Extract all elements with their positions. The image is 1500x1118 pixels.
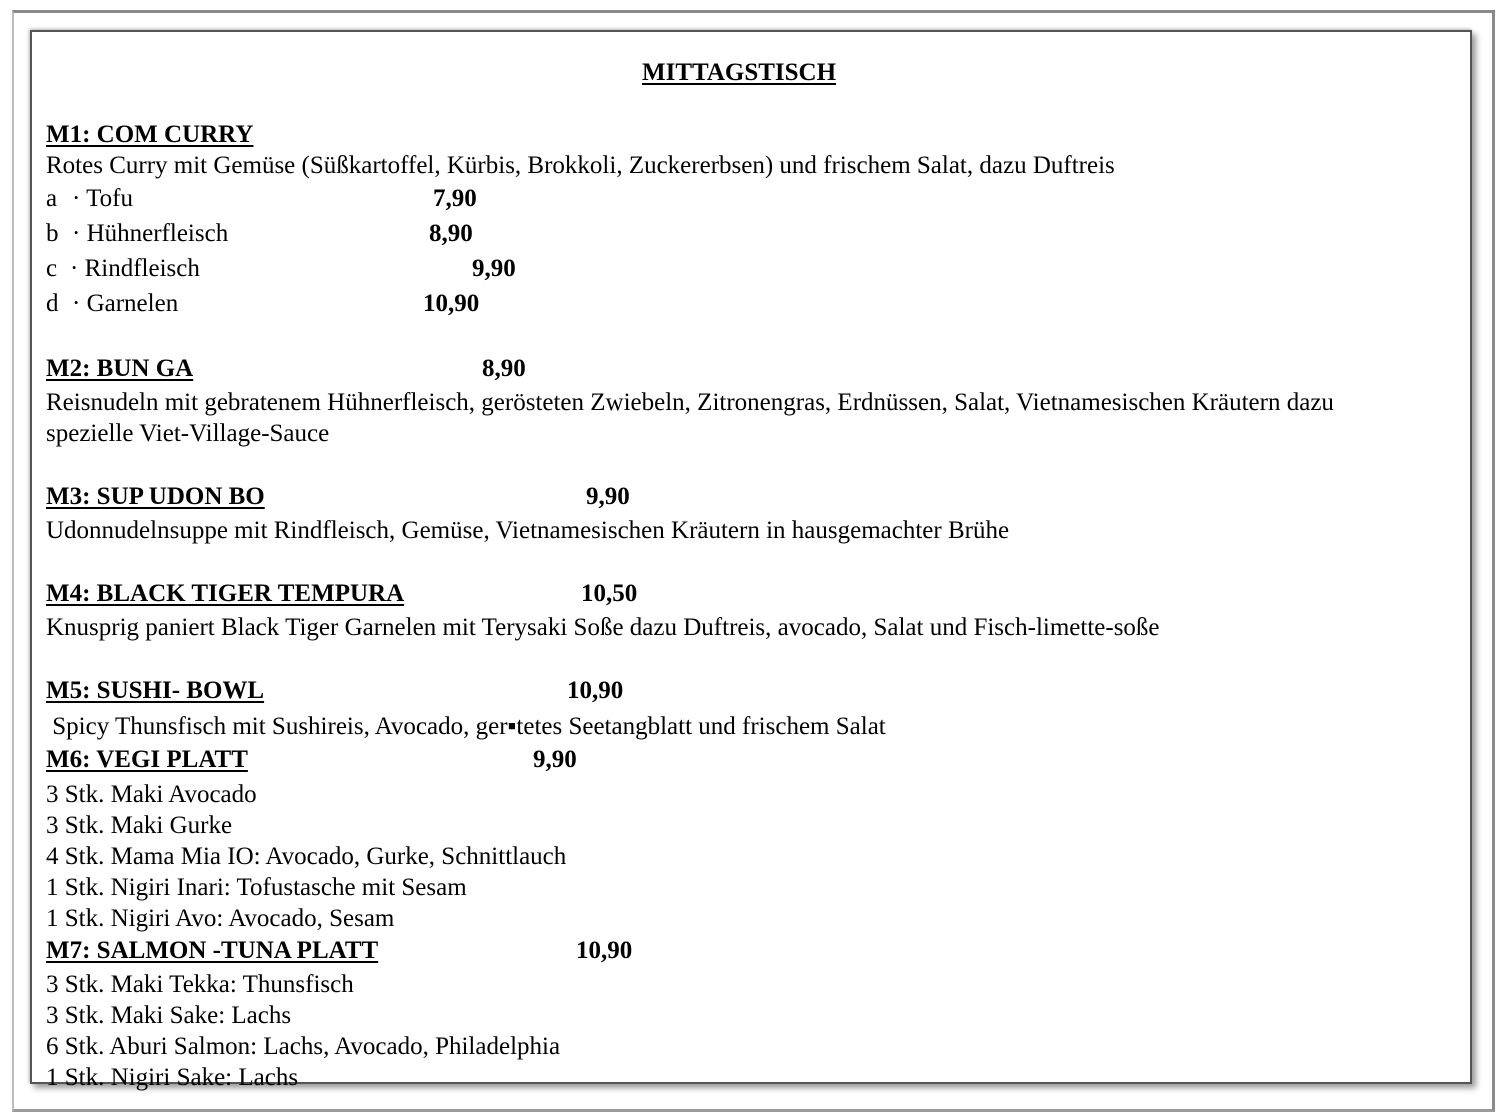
m6-item: 3 Stk. Maki Avocado [46, 781, 257, 808]
m1-option-d-name: · Garnelen [72, 290, 179, 317]
m6-item: 4 Stk. Mama Mia IO: Avocado, Gurke, Schnittlauch [46, 843, 567, 870]
m4-description: Knusprig paniert Black Tiger Garnelen mit Terysaki Soße dazu Duftreis, avocado, Salat und Fisch-limette-soße [46, 614, 1160, 641]
m2-description-line1: Reisnudeln mit gebratenem Hühnerfleisch, gerösteten Zwiebeln, Zitronengras, Erdnüssen, Salat, Vietnamesischen Kräutern dazu [46, 389, 1334, 416]
m7-price: 10,90 [576, 937, 633, 964]
m7-item: 1 Stk. Nigiri Sake: Lachs [46, 1064, 299, 1091]
m1-description: Rotes Curry mit Gemüse (Süßkartoffel, Kürbis, Brokkoli, Zuckererbsen) und frischem Salat, dazu Duftreis [46, 152, 1115, 179]
m5-heading: M5: SUSHI- BOWL [46, 677, 265, 704]
m6-item: 3 Stk. Maki Gurke [46, 812, 233, 839]
m6-item: 1 Stk. Nigiri Inari: Tofustasche mit Sesam [46, 874, 467, 901]
m1-option-b-letter: b [46, 220, 59, 247]
m1-heading: M1: COM CURRY [46, 121, 254, 148]
m7-item: 3 Stk. Maki Sake: Lachs [46, 1002, 292, 1029]
m2-heading: M2: BUN GA [46, 355, 194, 382]
menu-title: MITTAGSTISCH [642, 59, 837, 86]
m3-price: 9,90 [586, 483, 630, 510]
m1-option-c-letter: c [46, 255, 58, 282]
m1-option-b-price: 8,90 [429, 220, 473, 247]
m3-description: Udonnudelnsuppe mit Rindfleisch, Gemüse, Vietnamesischen Kräutern in hausgemachter Brühe [46, 517, 1010, 544]
m2-price: 8,90 [482, 355, 526, 382]
m1-option-c-price: 9,90 [472, 255, 516, 282]
m1-option-a-name: · Tofu [72, 185, 133, 212]
m7-heading: M7: SALMON -TUNA PLATT [46, 937, 379, 964]
m7-item: 3 Stk. Maki Tekka: Thunsfisch [46, 971, 354, 998]
m3-heading: M3: SUP UDON BO [46, 483, 265, 510]
m6-item: 1 Stk. Nigiri Avo: Avocado, Sesam [46, 905, 395, 932]
m4-heading: M4: BLACK TIGER TEMPURA [46, 580, 405, 607]
m1-option-d-price: 10,90 [423, 290, 480, 317]
m5-price: 10,90 [567, 677, 624, 704]
m1-option-c-name: · Rindfleisch [70, 255, 200, 282]
m1-option-a-price: 7,90 [433, 185, 477, 212]
m1-option-d-letter: d [46, 290, 59, 317]
m7-item: 6 Stk. Aburi Salmon: Lachs, Avocado, Philadelphia [46, 1033, 561, 1060]
m2-description-line2: spezielle Viet-Village-Sauce [46, 420, 330, 447]
m1-option-b-name: · Hühnerfleisch [72, 220, 229, 247]
m6-price: 9,90 [533, 746, 577, 773]
m1-option-a-letter: a [46, 185, 58, 212]
m6-heading: M6: VEGI PLATT [46, 746, 248, 773]
m4-price: 10,50 [581, 580, 638, 607]
m5-description: Spicy Thunsfisch mit Sushireis, Avocado, ger▪tetes Seetangblatt und frischem Salat [46, 713, 886, 740]
